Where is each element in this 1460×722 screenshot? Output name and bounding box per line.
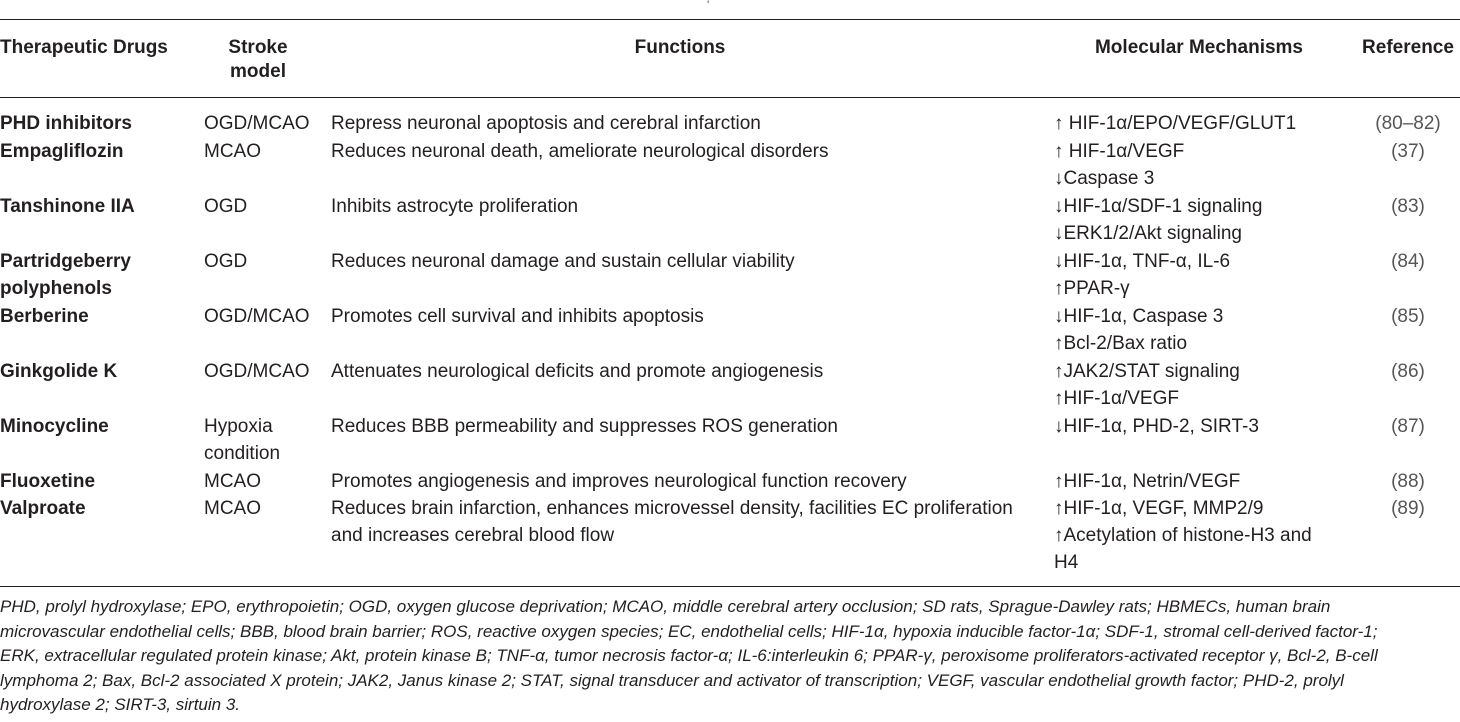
drug-name-cell [0, 303, 196, 330]
functions-text-cell [331, 110, 1051, 137]
molecular-mechanism: ↓Caspase 3 [1054, 168, 1155, 189]
stroke-model-cell [204, 413, 324, 467]
reference-link[interactable]: (83) [1391, 196, 1425, 217]
functions-text: Repress neuronal apoptosis and cerebral infarction [331, 113, 761, 134]
drug-name: Tanshinone IIA [0, 196, 135, 217]
top-rule [0, 19, 1460, 20]
molecular-mechanism-cell [1054, 468, 1344, 495]
functions-text: Inhibits astrocyte proliferation [331, 196, 579, 217]
molecular-mechanism: ↑HIF-1α, Netrin/VEGF [1054, 471, 1241, 492]
drug-name: Valproate [0, 498, 86, 519]
molecular-mechanism: ↑ HIF-1α/EPO/VEGF/GLUT1 [1054, 113, 1297, 134]
header-therapeutic-drugs: Therapeutic Drugs [0, 37, 168, 58]
drug-name: Berberine [0, 306, 89, 327]
stroke-model: Hypoxia [204, 416, 273, 437]
drug-name-cell [0, 193, 196, 220]
molecular-mechanism: ↑HIF-1α, VEGF, MMP2/9 [1054, 498, 1264, 519]
drug-name: Ginkgolide K [0, 361, 118, 382]
molecular-mechanism-cell [1054, 413, 1344, 440]
functions-text: Reduces neuronal damage and sustain cellular viability [331, 251, 795, 272]
molecular-mechanism: ↑Bcl-2/Bax ratio [1054, 333, 1188, 354]
molecular-mechanism: ↑JAK2/STAT signaling [1054, 361, 1240, 382]
stroke-model-cell [204, 248, 324, 275]
stroke-model-cell [204, 303, 324, 330]
molecular-mechanism-cell [1054, 495, 1344, 576]
reference-link[interactable]: (88) [1391, 471, 1425, 492]
stroke-model: OGD [204, 251, 248, 272]
functions-text-cell [331, 413, 1051, 440]
header-functions: Functions [634, 37, 726, 58]
header-rule [0, 97, 1460, 98]
functions-text-cell [331, 495, 1051, 549]
table-footnote [0, 595, 1460, 718]
footnote-line: ERK, extracellular regulated protein kinase; Akt, protein kinase B; TNF-α, tumor necrosis factor-α; IL-6:interleukin 6; PPAR-γ, peroxisome proliferators-activated receptor γ, Bcl-2, B-cell [0, 646, 1378, 665]
drug-name: Fluoxetine [0, 471, 96, 492]
footnote-line: PHD, prolyl hydroxylase; EPO, erythropoietin; OGD, oxygen glucose deprivation; MCAO, middle cerebral artery occlusion; SD rats, Sprague-Dawley rats; HBMECs, human brain [0, 597, 1331, 616]
stroke-model: OGD/MCAO [204, 361, 310, 382]
drug-name: PHD inhibitors [0, 113, 132, 134]
header-reference: Reference [1362, 37, 1454, 58]
drug-name: polyphenols [0, 278, 112, 299]
stroke-model-cell [204, 495, 324, 522]
functions-text: and increases cerebral blood flow [331, 525, 615, 546]
reference-link[interactable]: (84) [1391, 251, 1425, 272]
molecular-mechanism: ↓HIF-1α, PHD-2, SIRT-3 [1054, 416, 1259, 437]
functions-text: Promotes cell survival and inhibits apoptosis [331, 306, 704, 327]
stroke-model: MCAO [204, 498, 261, 519]
stroke-model: OGD [204, 196, 248, 217]
reference-link[interactable]: (80–82) [1375, 113, 1441, 134]
functions-text: Reduces BBB permeability and suppresses ROS generation [331, 416, 838, 437]
header-stroke-model-line1: Stroke [228, 37, 288, 58]
drug-name-cell [0, 495, 196, 522]
molecular-mechanism-cell [1054, 303, 1344, 357]
functions-text: Reduces neuronal death, ameliorate neurological disorders [331, 141, 829, 162]
molecular-mechanism-cell [1054, 248, 1344, 302]
reference-link[interactable]: (86) [1391, 361, 1425, 382]
molecular-mechanism: ↓HIF-1α, Caspase 3 [1054, 306, 1224, 327]
functions-text-cell [331, 138, 1051, 165]
drug-name: Empagliflozin [0, 141, 124, 162]
molecular-mechanism: H4 [1054, 552, 1079, 573]
drug-name-cell [0, 358, 196, 385]
stroke-model: condition [204, 443, 281, 464]
stroke-model-cell [204, 110, 324, 137]
stroke-model-cell [204, 468, 324, 495]
stroke-model-cell [204, 193, 324, 220]
stroke-model: OGD/MCAO [204, 306, 310, 327]
reference-link[interactable]: (37) [1391, 141, 1425, 162]
functions-text: Reduces brain infarction, enhances microvessel density, facilities EC proliferation [331, 498, 1013, 519]
stroke-model-cell [204, 138, 324, 165]
drug-name-cell [0, 468, 196, 495]
reference-link[interactable]: (85) [1391, 306, 1425, 327]
molecular-mechanism: ↓HIF-1α/SDF-1 signaling [1054, 196, 1263, 217]
stroke-model: OGD/MCAO [204, 113, 310, 134]
molecular-mechanism-cell [1054, 193, 1344, 247]
footnote-line: microvascular endothelial cells; BBB, blood brain barrier; ROS, reactive oxygen species; EC, endothelial cells; HIF-1α, hypoxia inducible factor-1α; SDF-1, stromal cell-derived factor-1; [0, 621, 1378, 641]
functions-text-cell [331, 193, 1051, 220]
reference-link[interactable]: (89) [1391, 498, 1425, 519]
molecular-mechanism: ↑ HIF-1α/VEGF [1054, 141, 1185, 162]
top-mark: ' [707, 0, 710, 12]
molecular-mechanism: ↓ERK1/2/Akt signaling [1054, 223, 1242, 244]
stroke-model-cell [204, 358, 324, 385]
drug-name-cell [0, 110, 196, 137]
molecular-mechanism-cell [1054, 110, 1344, 137]
header-molecular-mechanisms: Molecular Mechanisms [1094, 37, 1304, 58]
header-stroke-model-line2: model [230, 61, 286, 82]
drug-name: Minocycline [0, 416, 109, 437]
footnote-line: lymphoma 2; Bax, Bcl-2 associated X protein; JAK2, Janus kinase 2; STAT, signal transducer and activator of transcription; VEGF, vascular endothelial growth factor; PHD-2, prolyl [0, 670, 1344, 690]
drug-name-cell [0, 413, 196, 440]
functions-text-cell [331, 358, 1051, 385]
molecular-mechanism: ↑PPAR-γ [1054, 278, 1130, 299]
functions-text: Attenuates neurological deficits and promote angiogenesis [331, 361, 824, 382]
drug-name-cell [0, 138, 196, 165]
functions-text: Promotes angiogenesis and improves neurological function recovery [331, 471, 907, 492]
drug-name: Partridgeberry [0, 251, 131, 272]
footnote-line: hydroxylase 2; SIRT-3, sirtuin 3. [0, 695, 241, 714]
molecular-mechanism-cell [1054, 358, 1344, 412]
molecular-mechanism-cell [1054, 138, 1344, 192]
header-stroke-model [204, 36, 312, 84]
molecular-mechanism: ↑HIF-1α/VEGF [1054, 388, 1179, 409]
functions-text-cell [331, 248, 1051, 275]
bottom-rule [0, 586, 1460, 587]
stroke-model: MCAO [204, 471, 261, 492]
reference-link[interactable]: (87) [1391, 416, 1425, 437]
molecular-mechanism: ↑Acetylation of histone-H3 and [1054, 525, 1312, 546]
molecular-mechanism: ↓HIF-1α, TNF-α, IL-6 [1054, 251, 1231, 272]
stroke-model: MCAO [204, 141, 261, 162]
functions-text-cell [331, 303, 1051, 330]
functions-text-cell [331, 468, 1051, 495]
drug-name-cell [0, 248, 196, 302]
